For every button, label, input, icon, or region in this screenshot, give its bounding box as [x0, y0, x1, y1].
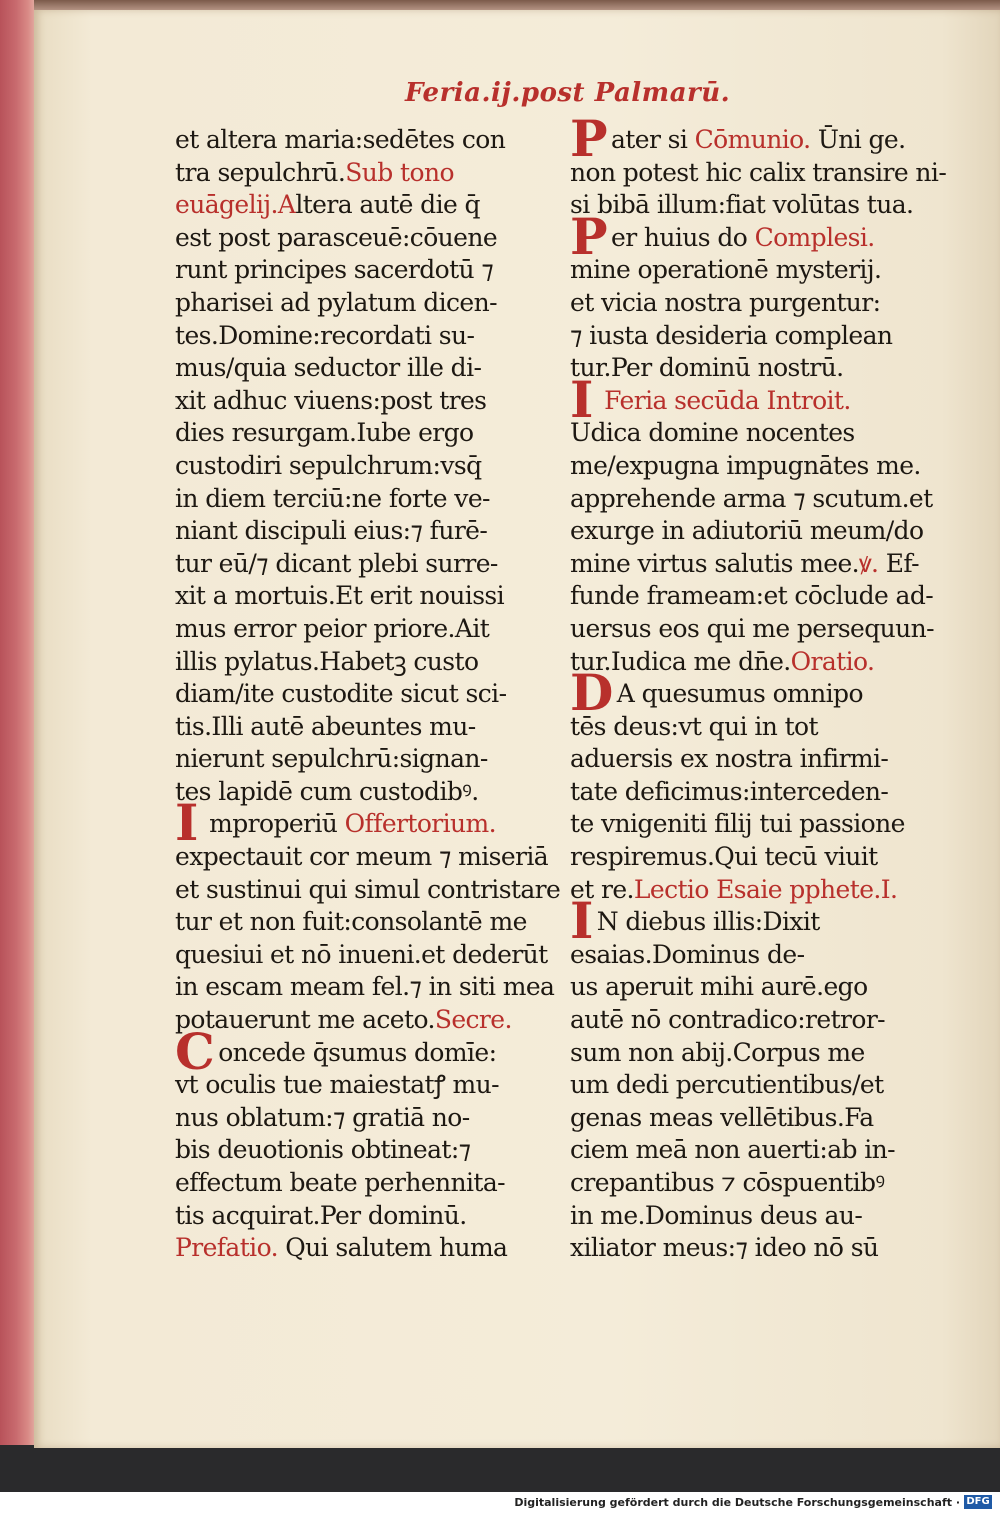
- text-line: [175, 352, 520, 385]
- initial-letter: I: [175, 793, 198, 853]
- rubric-text: Lectio Esaie pphete.I.: [633, 874, 898, 904]
- text-line: [175, 678, 520, 711]
- text-line: [175, 793, 520, 853]
- text-line: [570, 1102, 915, 1135]
- initial-letter: I: [570, 891, 593, 951]
- body-text: runt principes sacerdotū ⁊: [175, 255, 494, 285]
- body-text: pharisei ad pylatum dicen-: [175, 287, 497, 317]
- text-line: [570, 1004, 915, 1037]
- body-text: mine operationē mysterij.: [570, 255, 882, 285]
- text-line: [175, 385, 520, 418]
- body-text: sum non abij.Corpus me: [570, 1037, 865, 1067]
- text-line: [175, 743, 520, 776]
- body-text: tis.Illi autē abeuntes mu-: [175, 711, 476, 741]
- body-text: Qui salutem huma: [277, 1233, 508, 1263]
- text-line: [570, 874, 915, 907]
- text-line: [570, 369, 915, 429]
- body-text: Ūni ge.: [810, 125, 906, 154]
- text-line: [570, 254, 915, 287]
- body-text: nus oblatum:⁊ gratiā no-: [175, 1102, 470, 1132]
- text-line: [570, 808, 915, 841]
- body-text: potauerunt me aceto.: [175, 1005, 435, 1035]
- right-column: [570, 109, 947, 1265]
- body-text: er huius do: [611, 222, 755, 252]
- body-text: respiremus.Qui tecū viuit: [570, 842, 878, 872]
- text-line: [175, 254, 520, 287]
- body-text: A quesumus omnipo: [616, 679, 863, 709]
- text-line: [175, 906, 527, 939]
- body-text: in diem terciū:ne forte ve-: [175, 483, 490, 513]
- body-text: um dedi percutientibus/et: [570, 1070, 884, 1100]
- text-line: [570, 646, 915, 679]
- body-text: ⁊ iusta desideria complean: [570, 320, 893, 350]
- rubric-text: Prefatio.: [175, 1233, 278, 1263]
- body-text: non potest hic calix transire ni-: [570, 157, 947, 187]
- body-text: xit a mortuis.Et erit nouissi: [175, 581, 505, 611]
- text-line: [570, 841, 915, 874]
- text-line: [570, 320, 915, 353]
- body-text: apprehende arma ⁊ scutum.et: [570, 483, 933, 513]
- text-line: [175, 1232, 520, 1265]
- text-line: [570, 1037, 915, 1070]
- text-line: [175, 1021, 520, 1081]
- text-line: [570, 548, 919, 581]
- text-line: [570, 743, 915, 776]
- left-column: [175, 124, 561, 1265]
- rubric-text: Offertorium.: [344, 809, 497, 839]
- body-text: vt oculis tue maiestatꝭ mu-: [175, 1070, 500, 1100]
- body-text: tate deficimus:interceden-: [570, 776, 889, 806]
- text-line: [175, 971, 555, 1004]
- body-text: et vicia nostra purgentur:: [570, 287, 881, 317]
- text-line: [175, 1134, 520, 1167]
- text-line: [570, 352, 915, 385]
- body-text: tur.Per dominū nostrū.: [570, 353, 844, 383]
- body-text: dies resurgam.Iube ergo: [175, 418, 474, 448]
- text-line: [570, 1200, 915, 1233]
- body-text: nierunt sepulchrū:signan-: [175, 744, 488, 774]
- body-text: mus/quia seductor ille di-: [175, 353, 482, 383]
- initial-letter: C: [175, 1021, 215, 1081]
- text-line: [570, 663, 915, 723]
- body-text: niant discipuli eius:⁊ furē-: [175, 516, 488, 546]
- body-text: mproperiū: [201, 809, 345, 839]
- initial-letter: I: [570, 369, 593, 429]
- text-line: [175, 841, 549, 874]
- body-text: diam/ite custodite sicut sci-: [175, 679, 507, 709]
- body-text: uersus eos qui me persequun-: [570, 613, 934, 643]
- text-line: [175, 450, 520, 483]
- page-header: Feria.ij.post Palmarū.: [405, 78, 731, 108]
- initial-letter: P: [570, 206, 607, 266]
- text-line: [175, 613, 520, 646]
- body-text: illis pylatus.Habetꝫ custo: [175, 646, 479, 676]
- body-text: ciem meā non auerti:ab in-: [570, 1135, 896, 1165]
- text-line: [175, 320, 520, 353]
- body-text: tis acquirat.Per dominū.: [175, 1200, 467, 1230]
- text-line: [175, 939, 548, 972]
- text-line: [570, 483, 933, 516]
- body-text: et altera maria:sedētes con: [175, 125, 506, 154]
- rubric-text: ꝟ.: [859, 548, 879, 578]
- text-line: [570, 1232, 915, 1265]
- text-line: [570, 1069, 915, 1102]
- text-line: [570, 1167, 915, 1200]
- body-text: N diebus illis:Dixit: [596, 907, 820, 937]
- body-text: tur et non fuit:consolantē me: [175, 907, 527, 937]
- body-text: et sustinui qui simul contristare: [175, 874, 561, 904]
- body-text: te vnigeniti filij tui passione: [570, 809, 905, 839]
- rubric-text: Secre.: [434, 1005, 512, 1035]
- body-text: tra sepulchrū.: [175, 157, 346, 187]
- body-text: tēs deus:vt qui in tot: [570, 711, 818, 741]
- body-text: expectauit cor meum ⁊ miseriā: [175, 842, 549, 872]
- text-line: [175, 548, 520, 581]
- body-text: oncede q̄sumus domīe:: [218, 1037, 497, 1067]
- text-line: [175, 874, 561, 907]
- text-line: [175, 222, 520, 255]
- body-text: effectum beate perhennita-: [175, 1168, 506, 1197]
- funding-note: Digitalisierung gefördert durch die Deutsche Forschungsgemeinschaft ·: [514, 1496, 960, 1509]
- body-text: est post parasceuē:cōuene: [175, 222, 498, 252]
- body-text: us aperuit mihi aurē.ego: [570, 972, 868, 1002]
- text-line: [175, 776, 520, 809]
- text-line: [175, 646, 520, 679]
- body-text: tur.Iudica me dn̄e.: [570, 646, 791, 676]
- rubric-text: Complesi.: [754, 222, 875, 252]
- text-line: [175, 157, 520, 190]
- text-line: [175, 189, 520, 222]
- text-line: [175, 711, 520, 744]
- text-line: [570, 157, 947, 190]
- body-text: ater si: [611, 125, 695, 154]
- rubric-text: Oratio.: [790, 646, 875, 676]
- text-line: [175, 483, 520, 516]
- text-line: [570, 613, 934, 646]
- body-text: crepantibus ⁊ cōspuentibꝰ: [570, 1168, 885, 1197]
- body-text: xit adhuc viuens:post tres: [175, 385, 487, 415]
- body-text: esaias.Dominus de-: [570, 939, 805, 969]
- body-text: xiliator meus:⁊ ideo nō sū: [570, 1233, 879, 1263]
- text-line: [570, 1134, 915, 1167]
- body-text: mus error peior priore.Ait: [175, 613, 490, 643]
- body-text: tes.Domine:recordati su-: [175, 320, 475, 350]
- text-line: [570, 450, 921, 483]
- body-text: custodiri sepulchrum:vsq̄: [175, 450, 482, 480]
- body-text: et re.: [570, 874, 634, 904]
- text-line: [570, 515, 924, 548]
- body-text: in me.Dominus deus au-: [570, 1200, 863, 1230]
- text-line: [570, 206, 915, 266]
- text-line: [175, 124, 520, 157]
- body-text: si bibā illum:fiat volūtas tua.: [570, 190, 914, 220]
- body-text: tes lapidē cum custodibꝰ.: [175, 776, 479, 806]
- body-text: Udica domine nocentes: [570, 418, 855, 448]
- text-line: [175, 1004, 520, 1037]
- text-line: [175, 580, 520, 613]
- text-line: [570, 287, 915, 320]
- text-line: [175, 1102, 520, 1135]
- body-text: autē nō contradico:retror-: [570, 1005, 886, 1035]
- body-text: exurge in adiutoriū meum/do: [570, 516, 924, 546]
- text-line: [570, 109, 915, 168]
- text-line: [570, 580, 934, 613]
- text-line: [570, 891, 915, 951]
- body-text: mine virtus salutis mee.: [570, 548, 860, 578]
- text-line: [175, 1200, 520, 1233]
- text-line: [570, 417, 915, 450]
- text-line: [570, 971, 915, 1004]
- dfg-logo: DFG: [964, 1495, 992, 1509]
- body-text: tur eū/⁊ dicant plebi surre-: [175, 548, 498, 578]
- body-text: aduersis ex nostra infirmi-: [570, 744, 889, 774]
- initial-letter: P: [570, 109, 607, 168]
- text-line: [175, 287, 520, 320]
- rubric-text: euāgelij.A: [175, 190, 296, 220]
- text-line: [175, 515, 520, 548]
- initial-letter: D: [570, 663, 613, 723]
- text-line: [175, 1167, 520, 1200]
- text-line: [570, 189, 915, 222]
- text-line: [570, 711, 915, 744]
- body-text: quesiui et nō inueni.et dederūt: [175, 939, 548, 969]
- rubric-text: Sub tono: [345, 157, 454, 187]
- rubric-text: Feria secūda Introit.: [604, 385, 851, 415]
- text-line: [175, 417, 520, 450]
- body-text: Ef-: [878, 548, 919, 578]
- text-line: [570, 776, 915, 809]
- text-line: [175, 1069, 520, 1102]
- body-text: in escam meam fel.⁊ in siti mea: [175, 972, 555, 1002]
- text-line: [570, 939, 915, 972]
- body-text: me/expugna impugnātes me.: [570, 450, 921, 480]
- body-text: genas meas vellētibus.Fa: [570, 1102, 874, 1132]
- rubric-text: Cōmunio.: [694, 125, 811, 154]
- body-text: bis deuotionis obtineat:⁊: [175, 1135, 471, 1165]
- body-text: funde frameam:et cōclude ad-: [570, 581, 934, 611]
- body-text: ltera autē die q̄: [295, 190, 480, 220]
